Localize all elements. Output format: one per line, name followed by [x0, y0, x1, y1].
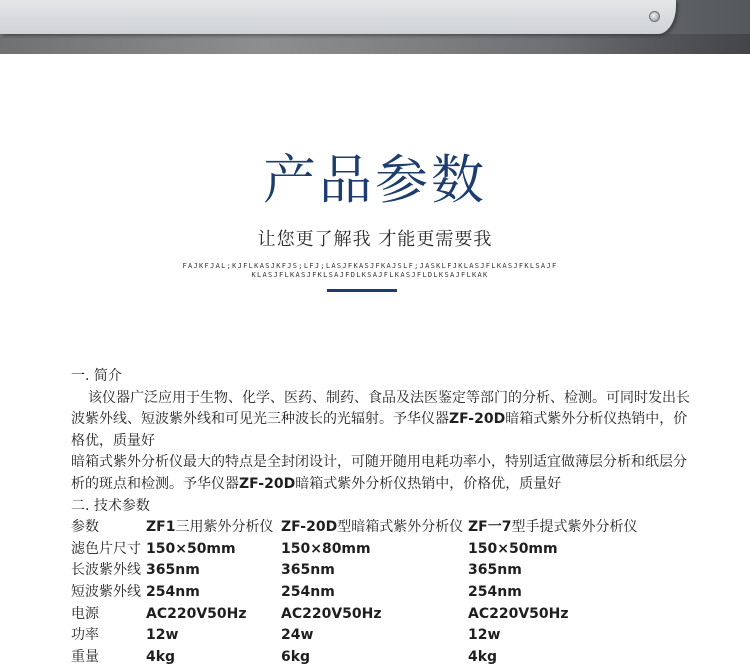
screw-detail [649, 11, 660, 22]
model-code: ZF-20D [281, 519, 338, 536]
specs-heading: 二. 技术参数 [71, 497, 150, 514]
specs-row [71, 560, 668, 582]
model-2-header [281, 517, 468, 539]
specs-row [71, 647, 668, 668]
decorative-text-line: FAJKFJAL;KJFLKASJKFJS;LFJ;LASJFKASJFKAJSLF;JASKLFJKLASJFLKASJFKLSAJF [182, 262, 558, 270]
page-title: 产品参数 [263, 150, 487, 211]
model-name: 三用紫外分析仪 [175, 519, 274, 536]
intro-paragraph [71, 452, 691, 495]
title-divider [327, 289, 397, 292]
intro-heading: 一. 简介 [71, 368, 122, 384]
param-value: 12w [146, 627, 179, 644]
param-value: AC220V50Hz [281, 605, 382, 622]
specs-row [71, 604, 668, 626]
param-value: 254nm [281, 583, 335, 600]
specs-row [71, 539, 668, 561]
intro-paragraph [71, 388, 691, 453]
model-name: 型暗箱式紫外分析仪 [337, 519, 464, 536]
decorative-text [120, 262, 620, 280]
param-label: 电源 [71, 605, 99, 622]
intro-text: 该仪器广泛应用于生物、化学、医药、制药、食品及法医鉴定等部门的分析、检测。可同时发出长波紫外线、短波紫外线和可见光三种波长的光辐射。予华仪器 [71, 389, 690, 428]
param-value: 150×50mm [468, 540, 558, 557]
specs-row [71, 582, 668, 604]
param-label: 重量 [71, 648, 99, 665]
param-value: 365nm [468, 562, 522, 579]
page-subtitle: 让您更了解我 才能更需要我 [257, 229, 493, 250]
param-value: 24w [281, 627, 314, 644]
product-photo-strip [0, 0, 750, 54]
intro-text: 暗箱式紫外分析仪最大的特点是全封闭设计，可随开随用电耗功率小，特别适宜做薄层分析和纸层分析的斑点和检测。予华仪器 [71, 454, 687, 492]
device-photo [0, 0, 676, 34]
intro-text: 暗箱式紫外分析仪热销中，价格优，质量好 [295, 475, 562, 492]
model-code: ZF一7 [468, 519, 512, 536]
product-content [71, 366, 691, 668]
param-value: 6kg [281, 648, 311, 665]
param-value: 365nm [146, 562, 200, 579]
model-3-header [468, 517, 668, 539]
param-value: 12w [468, 627, 501, 644]
specs-table [71, 517, 668, 668]
model-code: ZF-20D [449, 411, 506, 428]
param-value: 4kg [146, 648, 176, 665]
model-code: ZF1 [146, 519, 176, 536]
param-value: 254nm [146, 583, 200, 600]
param-label: 长波紫外线 [71, 562, 141, 579]
param-value: AC220V50Hz [468, 605, 569, 622]
param-value: 150×80mm [281, 540, 371, 557]
model-name: 型手提式紫外分析仪 [511, 519, 638, 536]
param-label: 短波紫外线 [71, 583, 141, 600]
param-value: 150×50mm [146, 540, 236, 557]
model-code: ZF-20D [239, 475, 296, 492]
specs-header-row [71, 517, 668, 539]
model-1-header [146, 517, 281, 539]
decorative-text-line: KLASJFLKASJFKLSAJFDLKSAJFLKASJFLDLKSAJFLKAK [251, 271, 489, 279]
param-value: AC220V50Hz [146, 605, 247, 622]
param-value: 4kg [468, 648, 498, 665]
param-label: 滤色片尺寸 [71, 540, 141, 557]
param-value: 365nm [281, 562, 335, 579]
param-label: 功率 [71, 627, 99, 644]
intro-text: 暗箱式紫外分析仪热销中，价格优，质量好 [71, 411, 688, 449]
photo-shadow [560, 34, 750, 54]
param-value: 254nm [468, 583, 522, 600]
specs-row [71, 625, 668, 647]
param-label: 参数 [71, 519, 99, 536]
